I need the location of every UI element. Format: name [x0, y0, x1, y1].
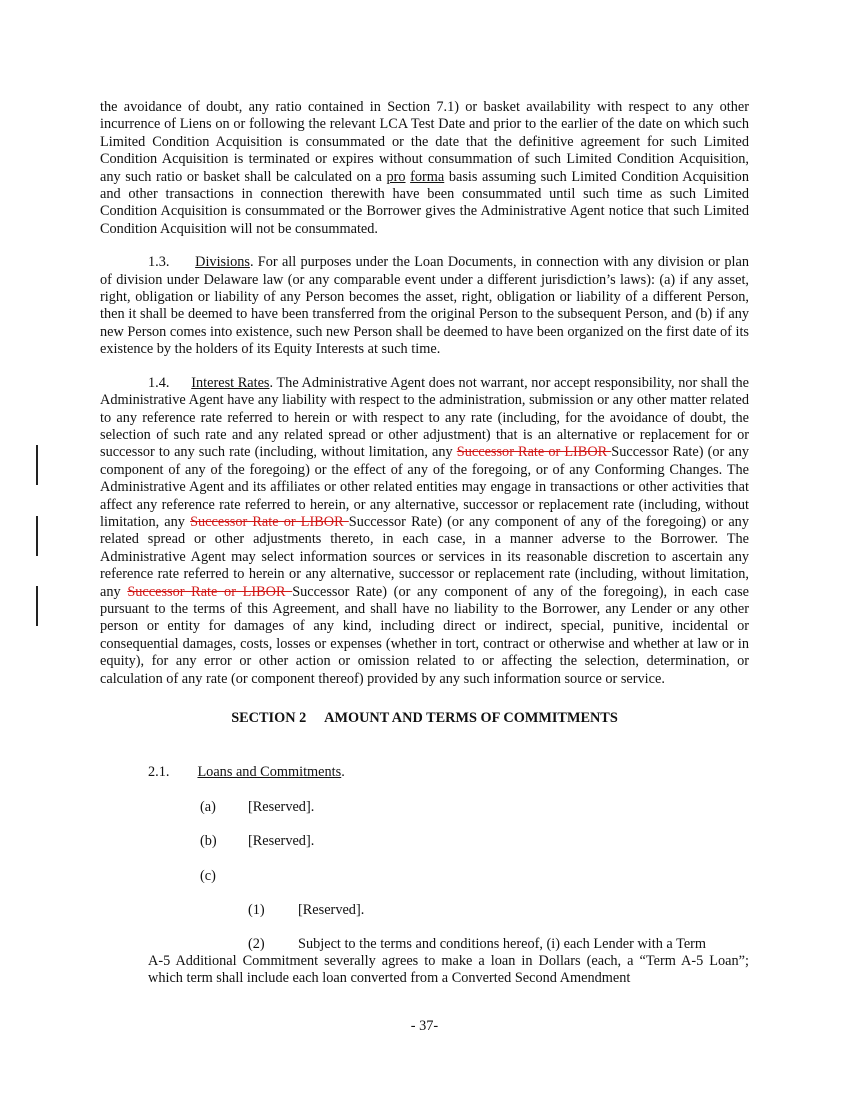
change-bar	[36, 516, 38, 556]
item-c1-label: (1)	[248, 902, 265, 918]
deleted-text: Successor Rate or LIBOR	[456, 444, 612, 461]
forma-underlined: forma	[410, 168, 445, 185]
page-number: - 37-	[410, 1018, 439, 1034]
loans-commitments-heading: Loans and Commitments	[197, 764, 342, 780]
deleted-text: Successor Rate or LIBOR	[127, 583, 293, 600]
interest-rates-heading: Interest Rates	[191, 374, 270, 391]
change-bar	[36, 445, 38, 485]
section-1-4-interest-rates: 1.4. Interest Rates. The Administrative Agent does not warrant, nor accept responsibility, nor shall the Administrative Agent have any liability with respect to the administration, submission or any other matter related to any reference rate referred to herein or with respect to any rate (including, for the avoidance of doubt, the selection of such rate and any related spread or other adjustment) that is an alternative or replacement for or successor to any such rate (including, without limitation, any Successor Rate or LIBOR Successor Rate) (or any component of any of the foregoing) or the effect of any of the foregoing, or of any Conforming Changes. The Administrative Agent and its affiliates or other related entities may engage in transactions or other activities that affect any reference rate referred to herein, or any alternative, successor or replacement rate (including, without limitation, any Successor Rate or LIBOR Successor Rate) (or any component of any of the foregoing) or any related spread or other adjustments thereto, in each case, in a manner adverse to the Borrower. The Administrative Agent may select information sources or services in its reasonable discretion to ascertain any reference rate referred to herein or any alternative, successor or replacement rate (including, without limitation, any Successor Rate or LIBOR Successor Rate) (or any component of any of the foregoing), in each case pursuant to the terms of this Agreement, and shall have no liability to the Borrower, any Lender or any other person or entity for damages of any kind, including direct or indirect, special, punitive, incidental or consequential damages, costs, losses or expenses (whether in tort, contract or otherwise and whether at law or in equity), for any error or other action or omission related to or affecting the selection, determination, or calculation of any rate (or component thereof) provided by any such information source or service.	[100, 374, 749, 687]
section-1-3-divisions: 1.3. Divisions. For all purposes under the Loan Documents, in connection with any division or plan of division under Delaware law (or any comparable event under a different jurisdiction’s laws): (a) if any asset, right, obligation or liability of any Person becomes the asset, right, obligation or liability of a different Person, then it shall be deemed to have been transferred from the original Person to the subsequent Person, and (b) if any new Person comes into existence, such new Person shall be deemed to have been organized on the first date of its existence by the holders of its Equity Interests at such time.	[100, 254, 749, 358]
item-b-text: [Reserved].	[248, 833, 315, 849]
item-c2-label: (2)	[248, 936, 265, 952]
change-bar	[36, 586, 38, 626]
paragraph-lca: the avoidance of doubt, any ratio contained in Section 7.1) or basket availability with respect to any other incurrence of Liens on or following the relevant LCA Test Date and prior to the earlier of the date on which such Limited Condition Acquisition is consummated or the date that the definitive agreement for such Limited Condition Acquisition is terminated or expires without consummation of such Limited Condition Acquisition, any such ratio or basket shall be calculated on a pro forma basis assuming such Limited Condition Acquisition and other transactions in connection therewith have been consummated until such time as such Limited Condition Acquisition is consummated or the Borrower gives the Administrative Agent notice that such Limited Condition Acquisition will not be consummated.	[100, 99, 749, 237]
document-body	[100, 99, 749, 727]
pro-underlined: pro	[386, 168, 406, 185]
item-b-label: (b)	[200, 833, 217, 849]
item-a-text: [Reserved].	[248, 799, 315, 815]
item-c2-continued: A-5 Additional Commitment severally agrees to make a loan in Dollars (each, a “Term A-5 Loan”; which term shall include each loan converted from a Converted Second Amendment	[148, 953, 749, 987]
item-c1-text: [Reserved].	[298, 902, 365, 918]
item-a-label: (a)	[200, 799, 216, 815]
divisions-heading: Divisions	[195, 254, 250, 271]
section-2-1-heading: 2.1. Loans and Commitments.	[148, 764, 345, 780]
item-c-label: (c)	[200, 868, 216, 884]
item-c2-line1: Subject to the terms and conditions hereof, (i) each Lender with a Term	[298, 936, 707, 952]
section-2-heading: SECTION 2 AMOUNT AND TERMS OF COMMITMENTS	[231, 710, 618, 726]
deleted-text: Successor Rate or LIBOR	[190, 513, 349, 530]
